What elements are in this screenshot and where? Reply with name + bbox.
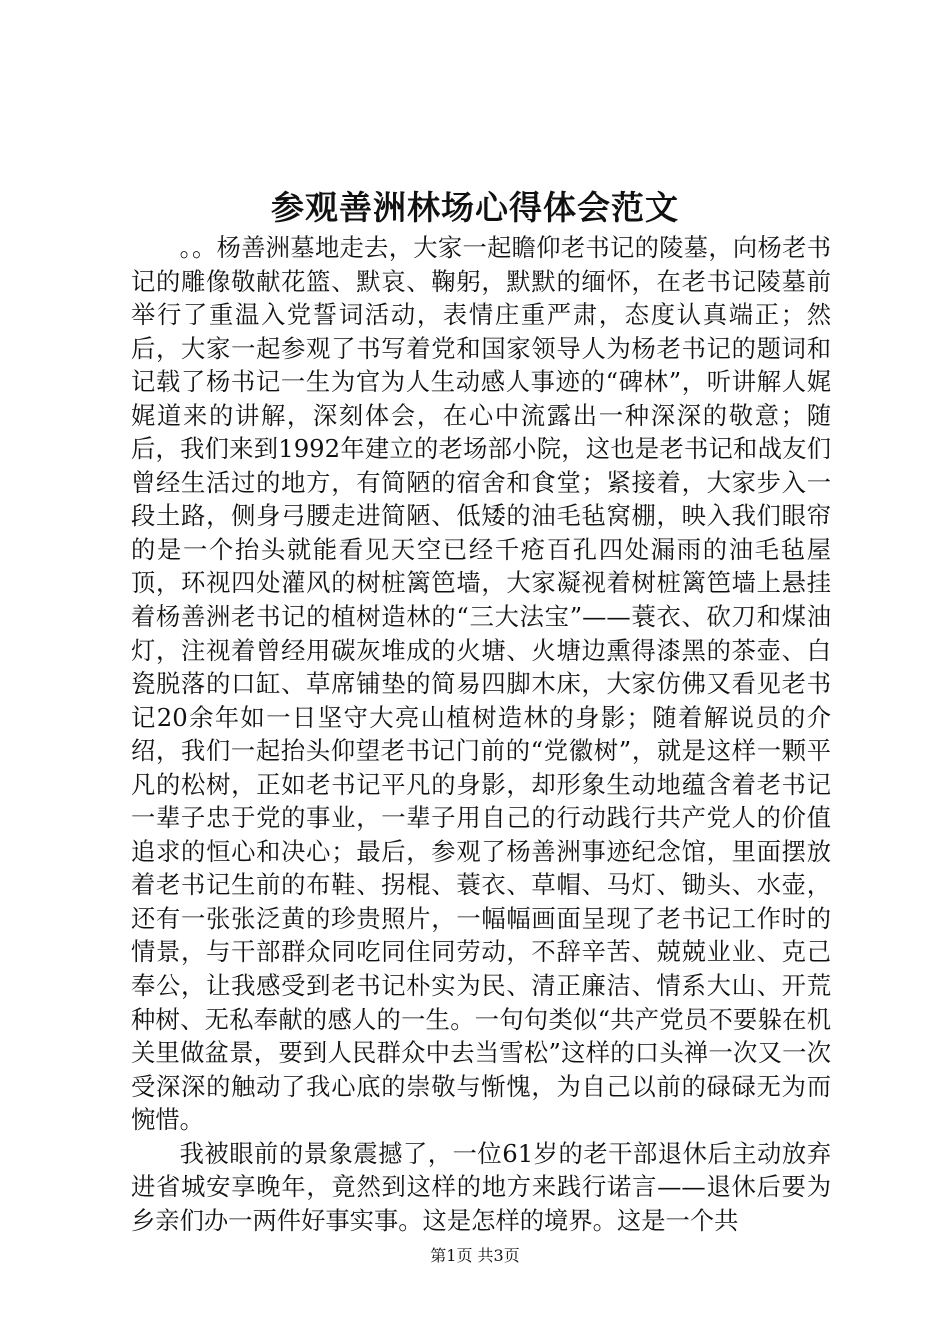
document-title: 参观善洲林场心得体会范文 <box>271 188 679 227</box>
paragraph-2: 我被眼前的景象震撼了，一位61岁的老干部退休后主动放弃进省城安享晚年，竟然到这样的地方来践行诺言——退休后要为乡亲们办一两件好事实事。这是怎样的境界。这是一个共 <box>131 1138 831 1235</box>
paragraph-1: 。。杨善洲墓地走去，大家一起瞻仰老书记的陵墓，向杨老书记的雕像敬献花篮、默哀、鞠躬，默默的缅怀，在老书记陵墓前举行了重温入党誓词活动，表情庄重严肃，态度认真端正；然后，大家一起参观了书写着党和国家领导人为杨老书记的题词和记载了杨书记一生为官为人生动感人事迹的“碑林”，听讲解人娓娓道来的讲解，深刻体会，在心中流露出一种深深的敬意；随后，我们来到1992年建立的老场部小院，这也是老书记和战友们曾经生活过的地方，有简陋的宿舍和食堂；紧接着，大家步入一段土路，侧身弓腰走进简陋、低矮的油毛毡窝棚，映入我们眼帘的是一个抬头就能看见天空已经千疮百孔四处漏雨的油毛毡屋顶，环视四处灌风的树桩篱笆墙，大家凝视着树桩篱笆墙上悬挂着杨善洲老书记的植树造林的“三大法宝”——蓑衣、砍刀和煤油灯，注视着曾经用碳灰堆成的火塘、火塘边熏得漆黑的茶壶、白瓷脱落的口缸、草席铺垫的简易四脚木床，大家仿佛又看见老书记20余年如一日坚守大亮山植树造林的身影；随着解说员的介绍，我们一起抬头仰望老书记门前的“党徽树”，就是这样一颗平凡的松树，正如老书记平凡的身影，却形象生动地蕴含着老书记一辈子忠于党的事业，一辈子用自己的行动践行共产党人的价值追求的恒心和决心；最后，参观了杨善洲事迹纪念馆，里面摆放着老书记生前的布鞋、拐棍、蓑衣、草帽、马灯、锄头、水壶，还有一张张泛黄的珍贵照片，一幅幅画面呈现了老书记工作时的情景，与干部群众同吃同住同劳动，不辞辛苦、兢兢业业、克己奉公，让我感受到老书记朴实为民、清正廉洁、情系大山、开荒种树、无私奉献的感人的一生。一句句类似“共产党员不要躲在机关里做盆景，要到人民群众中去当雪松”这样的口头禅一次又一次受深深的触动了我心底的崇敬与惭愧，为自己以前的碌碌无为而惋惜。 <box>131 233 831 1135</box>
page-footer: 第1页 共3页 <box>430 1246 520 1265</box>
document-body <box>131 231 831 1237</box>
